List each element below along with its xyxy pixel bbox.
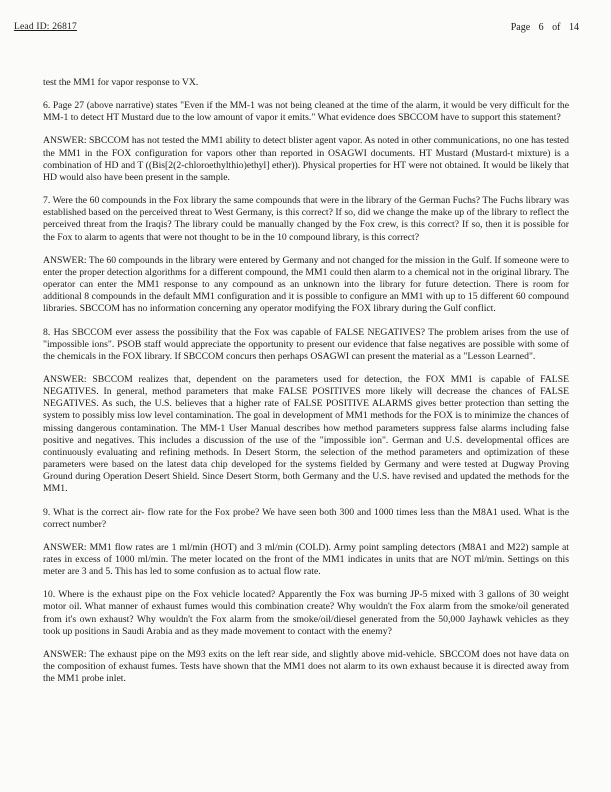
- intro-line: test the MM1 for vapor response to VX.: [43, 77, 199, 88]
- lead-id: Lead ID: 26817: [14, 22, 77, 32]
- answer-8: ANSWER: SBCCOM realizes that, dependent on the parameters used for detection, the FOX MM1 is capable of FALSE NEGATIVES. In general, method parameters that make FALSE POSITIVES more likely will decrease the chances of FALSE NEGATIVES. As such, the U.S. believes that a higher rate of FALSE POSITIVE ALARMS gives better protection than setting the system to possibly miss low level contamination. The goal in development of MM1 methods for the FOX is to minimize the chances of missing dangerous contamination. The MM-1 User Manual describes how method parameters suppress false alarms including false positive and negatives. This includes a discussion of the use of the "impossible ion". German and U.S. developmental offices are continuously evaluating and refining methods. In Desert Storm, the selection of the method parameters and optimization of these parameters were based on the latest data chip developed for the systems fielded by Germany and were tested at Dugway Proving Ground during Operation Desert Shield. Since Desert Storm, both Germany and the U.S. have revised and updated the methods for the MM1.: [43, 373, 569, 495]
- page-number: Page 6 of 14: [510, 22, 579, 33]
- question-10: 10. Where is the exhaust pipe on the Fox vehicle located? Apparently the Fox was burning JP-5 mixed with 3 gallons of 30 weight motor oil. What manner of exhaust fumes would this combination create? Why wouldn't the Fox alarm from the smoke/oil generated from it's own exhaust? Why wouldn't the Fox alarm from the smoke/oil/diesel generated from the 50,000 Jayhawk vehicles as they took up positions in Saudi Arabia and as they made movement to contact with the enemy?: [43, 589, 569, 637]
- answer-9: ANSWER: MM1 flow rates are 1 ml/min (HOT) and 3 ml/min (COLD). Army point sampling detectors (M8A1 and M22) sample at rates in excess of 1000 ml/min. The meter located on the front of the MM1 indicates in units that are NOT ml/min. Settings on this meter are 3 and 5. This has led to some confusion as to actual flow rate.: [43, 541, 569, 578]
- page-header: [0, 0, 611, 33]
- question-6: 6. Page 27 (above narrative) states "Even if the MM-1 was not being cleaned at the time of the alarm, it would be very difficult for the MM-1 to detect HT Mustard due to the low amount of vapor it emits." What evidence does SBCCOM have to support this statement?: [43, 100, 569, 124]
- answer-6: ANSWER: SBCCOM has not tested the MM1 ability to detect blister agent vapor. As noted in other communications, no one has tested the MM1 in the FOX configuration for vapors other than reported in OSAGWI documents. HT Mustard (Mustard-t mixture) is a combination of HD and T ((Bis[2(2-chloroethylthio)ethyl] ether)). Physical properties for HT were not obtained. It would be likely that HD would also have been present in the sample.: [43, 135, 570, 183]
- answer-10: ANSWER: The exhaust pipe on the M93 exits on the left rear side, and slightly above mid-vehicle. SBCCOM does not have data on the composition of exhaust fumes. Tests have shown that the MM1 does not alarm to its own exhaust because it is directed away from the MM1 probe inlet.: [43, 648, 569, 685]
- document-body: [0, 77, 611, 685]
- question-8: 8. Has SBCCOM ever assess the possibility that the Fox was capable of FALSE NEGATIVES? The problem arises from the use of "impossible ions". PSOB staff would appreciate the opportunity to present our evidence that false negatives are possible with some of the chemicals in the FOX library. If SBCCOM concurs then perhaps OSAGWI can present the material as a "Lesson Learned".: [43, 326, 569, 362]
- answer-7: ANSWER: The 60 compounds in the library were entered by Germany and not changed for the mission in the Gulf. If someone were to enter the proper detection algorithms for a different compound, the MM1 could then alarm to a chemical not in the original library. The operator can enter the MM1 response to any compound as an unknown into the library for future detection. There is room for additional 8 compounds in the default MM1 configuration and it is possible to configure an MM1 with up to 15 different 60 compound libraries. SBCCOM has no information concerning any operator modifying the FOX library during the Gulf conflict.: [43, 254, 569, 315]
- question-7: 7. Were the 60 compounds in the Fox library the same compounds that were in the library of the German Fuchs? The Fuchs library was established based on the perceived threat to West Germany, is this correct? If so, did we change the make up of the library to reflect the perceived threat from the Iraqis? The library could be manually changed by the Fox crew, is this correct? If so, then it is possible for the Fox to alarm to agents that were not thought to be in the 10 compound library, is this correct?: [43, 195, 569, 243]
- question-9: 9. What is the correct air- flow rate for the Fox probe? We have seen both 300 and 1000 times less than the M8A1 used. What is the correct number?: [43, 506, 569, 530]
